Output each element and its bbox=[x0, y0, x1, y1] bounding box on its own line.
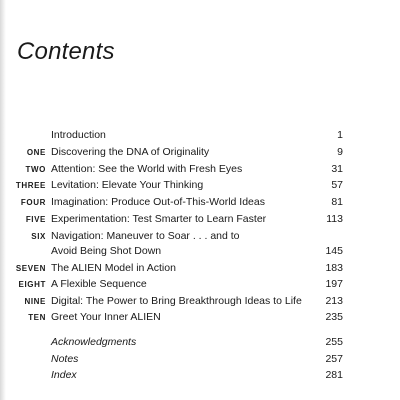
toc-entry-label: A Flexible Sequence bbox=[51, 278, 147, 290]
toc-chapter-number: TWO bbox=[25, 165, 46, 174]
toc-entry-label: Levitation: Elevate Your Thinking bbox=[51, 179, 204, 191]
toc-entry-page: 57 bbox=[331, 179, 343, 191]
toc-entry-label: Navigation: Maneuver to Soar . . . and to bbox=[51, 230, 240, 242]
toc-chapter-number: TEN bbox=[28, 313, 46, 322]
toc-entry-label: Introduction bbox=[51, 129, 106, 141]
toc-entry-acknowledgments[interactable] bbox=[0, 336, 400, 352]
toc-entry-chapter-ten[interactable] bbox=[0, 311, 400, 327]
toc-entry-page: 81 bbox=[331, 196, 343, 208]
toc-chapter-number: EIGHT bbox=[18, 280, 46, 289]
toc-entry-chapter-nine[interactable] bbox=[0, 295, 400, 311]
toc-entry-introduction[interactable] bbox=[0, 129, 400, 145]
toc-chapter-number: SIX bbox=[31, 232, 46, 241]
toc-entry-label-continued: Avoid Being Shot Down bbox=[51, 245, 162, 257]
toc-entry-notes[interactable] bbox=[0, 353, 400, 369]
toc-entry-page: 145 bbox=[325, 245, 343, 257]
toc-entry-page: 213 bbox=[325, 295, 343, 307]
toc-entry-chapter-five[interactable] bbox=[0, 213, 400, 229]
toc-entry-page: 113 bbox=[326, 213, 343, 225]
toc-entry-chapter-three[interactable] bbox=[0, 179, 400, 195]
toc-entry-chapter-eight[interactable] bbox=[0, 278, 400, 294]
toc-entry-page: 255 bbox=[325, 336, 343, 348]
toc-entry-chapter-four[interactable] bbox=[0, 196, 400, 212]
page-title: Contents bbox=[17, 38, 115, 65]
toc-entry-label: Attention: See the World with Fresh Eyes bbox=[51, 163, 243, 175]
toc-entry-label: Index bbox=[51, 369, 77, 381]
toc-entry-page: 183 bbox=[325, 262, 343, 274]
toc-entry-label: Digital: The Power to Bring Breakthrough Ideas to Life bbox=[51, 295, 302, 307]
toc-entry-page: 257 bbox=[325, 353, 343, 365]
toc-chapter-number: THREE bbox=[15, 181, 46, 190]
toc-chapter-number: FIVE bbox=[25, 215, 46, 224]
toc-chapter-number: ONE bbox=[26, 148, 46, 157]
toc-entry-page: 9 bbox=[337, 146, 343, 158]
toc-entry-page: 235 bbox=[325, 311, 343, 323]
toc-chapter-number: FOUR bbox=[20, 198, 46, 207]
toc-entry-page: 31 bbox=[331, 163, 343, 175]
toc-entry-chapter-seven[interactable] bbox=[0, 262, 400, 278]
toc-chapter-number: NINE bbox=[24, 297, 46, 306]
toc-entry-label: The ALIEN Model in Action bbox=[51, 262, 176, 274]
toc-entry-label: Experimentation: Test Smarter to Learn Faster bbox=[51, 213, 267, 225]
toc-entry-label: Greet Your Inner ALIEN bbox=[51, 311, 161, 323]
toc-entry-chapter-six[interactable] bbox=[0, 230, 400, 264]
toc-entry-index[interactable] bbox=[0, 369, 400, 385]
toc-entry-label: Notes bbox=[51, 353, 79, 365]
toc-entry-label: Imagination: Produce Out-of-This-World Ideas bbox=[51, 196, 265, 208]
toc-entry-label: Discovering the DNA of Originality bbox=[51, 146, 210, 158]
toc-entry-page: 281 bbox=[325, 369, 343, 381]
toc-entry-label: Acknowledgments bbox=[51, 336, 137, 348]
toc-entry-page: 197 bbox=[325, 278, 343, 290]
toc-chapter-number: SEVEN bbox=[15, 264, 46, 273]
toc-entry-chapter-one[interactable] bbox=[0, 146, 400, 162]
toc-entry-page: 1 bbox=[337, 129, 343, 141]
toc-entry-chapter-two[interactable] bbox=[0, 163, 400, 179]
